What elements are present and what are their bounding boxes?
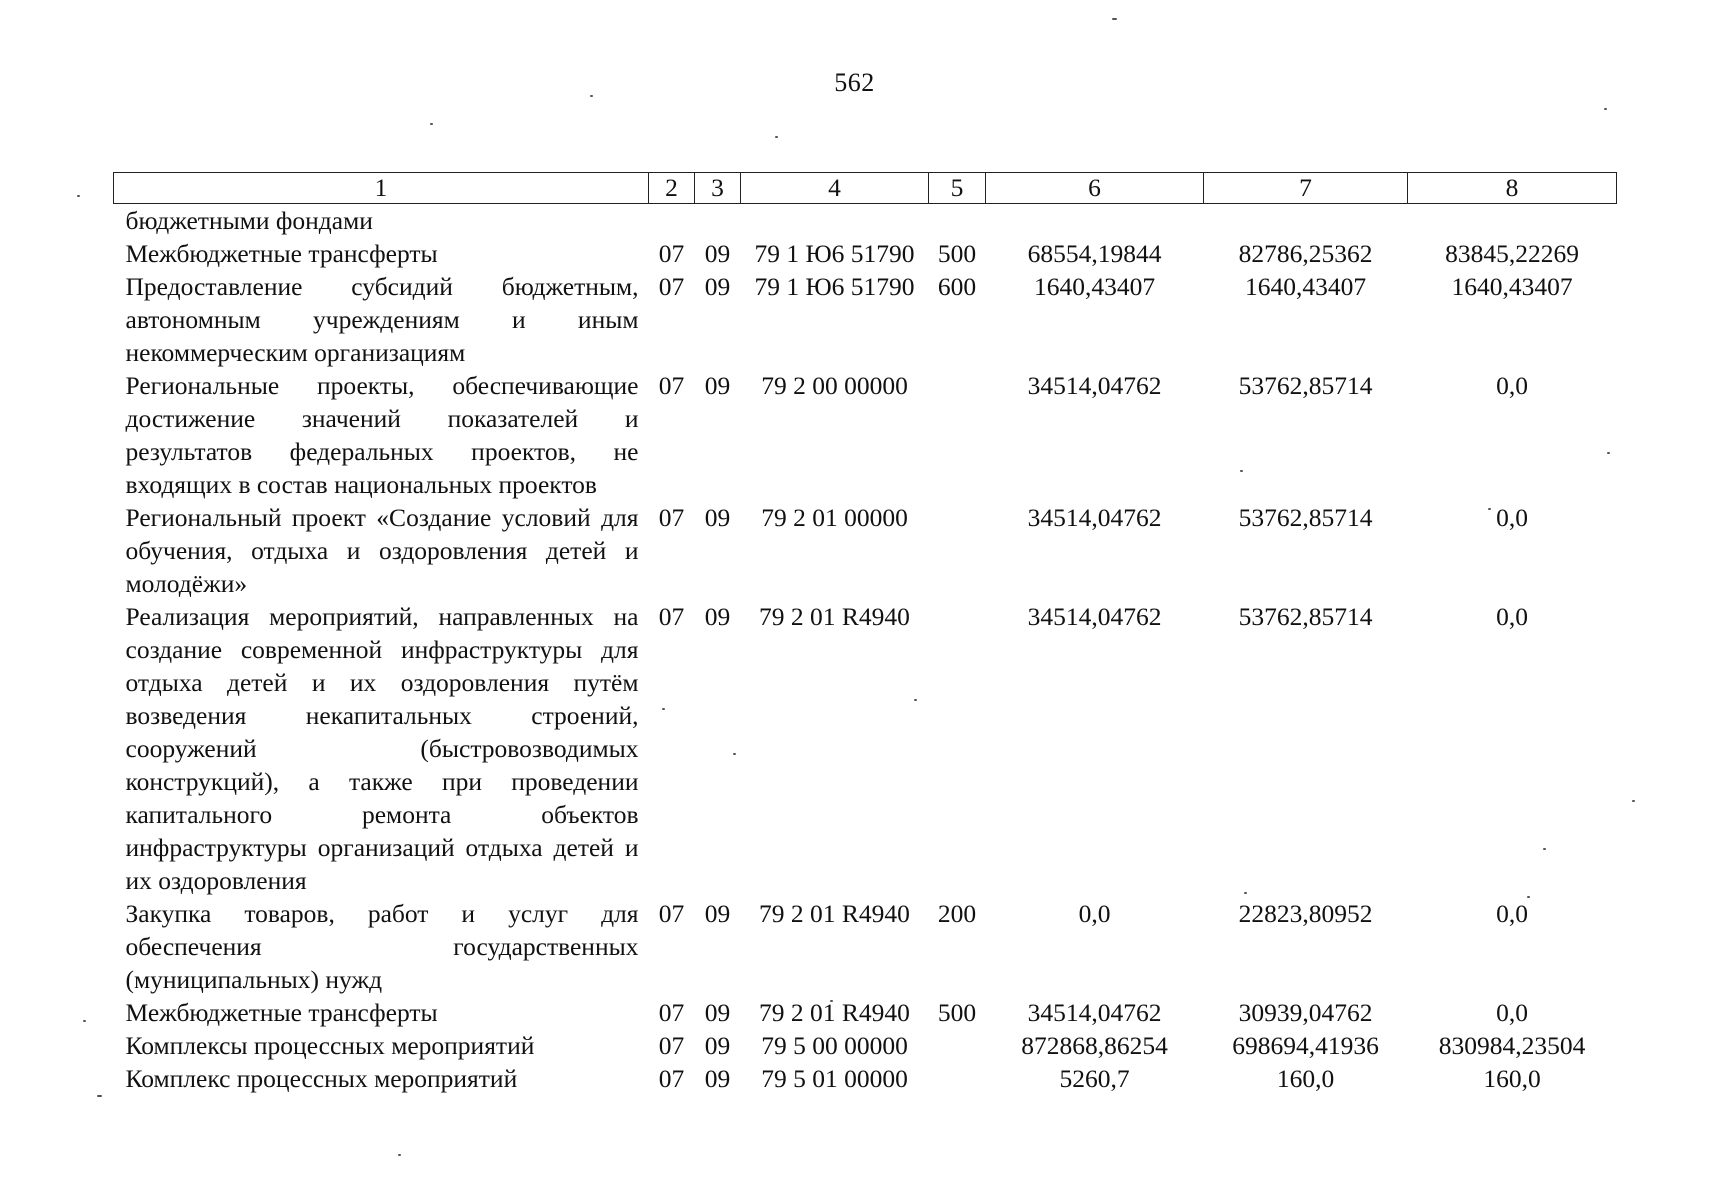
cell-value-3: 830984,23504 xyxy=(1438,1031,1586,1060)
scan-speck xyxy=(775,136,778,138)
cell-pr: 09 xyxy=(704,998,731,1027)
cell-value-2: 22823,80952 xyxy=(1238,899,1373,928)
table-row xyxy=(114,1062,1617,1095)
cell-csr: 79 5 00 00000 xyxy=(761,1031,908,1060)
scan-speck xyxy=(97,1095,102,1097)
table-row xyxy=(114,237,1617,270)
cell-pr: 09 xyxy=(704,239,731,268)
cell-vr: 200 xyxy=(937,899,977,928)
cell-csr: 79 2 00 00000 xyxy=(761,371,908,400)
cell-rz: 07 xyxy=(658,899,685,928)
cell-value-2: 53762,85714 xyxy=(1238,602,1373,631)
cell-pr: 09 xyxy=(704,272,731,301)
cell-pr: 09 xyxy=(704,503,731,532)
cell-csr: 79 1 Ю6 51790 xyxy=(754,272,915,301)
cell-value-1: 34514,04762 xyxy=(1027,371,1162,400)
scan-speck xyxy=(1632,800,1635,802)
col-header-8: 8 xyxy=(1408,173,1617,204)
cell-csr xyxy=(741,204,929,238)
scan-speck xyxy=(590,95,593,97)
cell-rz xyxy=(649,204,695,238)
scan-speck xyxy=(83,1020,86,1022)
cell-csr: 79 2 01 R4940 xyxy=(759,998,910,1027)
cell-rz: 07 xyxy=(658,1031,685,1060)
cell-vr xyxy=(929,501,986,600)
cell-name: Межбюджетные трансферты xyxy=(125,998,438,1027)
cell-value-3: 0,0 xyxy=(1496,899,1528,928)
cell-name: Комплекс процессных мероприятий xyxy=(125,1064,518,1093)
cell-pr xyxy=(695,204,741,238)
cell-value-1: 0,0 xyxy=(1078,899,1111,928)
cell-value-3: 160,0 xyxy=(1483,1064,1541,1093)
cell-csr: 79 2 01 R4940 xyxy=(759,602,910,631)
cell-value-1: 34514,04762 xyxy=(1027,998,1162,1027)
col-header-4: 4 xyxy=(741,173,929,204)
cell-value-2 xyxy=(1204,204,1408,238)
cell-csr: 79 5 01 00000 xyxy=(761,1064,908,1093)
cell-rz: 07 xyxy=(658,602,685,631)
cell-value-3 xyxy=(1408,204,1617,238)
cell-value-2: 53762,85714 xyxy=(1238,503,1373,532)
page-number: 562 xyxy=(834,68,875,97)
cell-vr: 500 xyxy=(937,239,977,268)
table-row xyxy=(114,600,1617,897)
cell-name: Межбюджетные трансферты xyxy=(125,239,438,268)
col-header-7: 7 xyxy=(1204,173,1408,204)
table-row xyxy=(114,204,1617,238)
cell-rz: 07 xyxy=(658,1064,685,1093)
cell-vr xyxy=(929,1062,986,1095)
cell-vr xyxy=(929,369,986,501)
cell-vr: 600 xyxy=(937,272,977,301)
cell-pr: 09 xyxy=(704,1064,731,1093)
cell-value-2: 1640,43407 xyxy=(1244,272,1367,301)
table-body xyxy=(114,204,1617,1096)
scan-speck xyxy=(1604,108,1607,110)
scan-speck xyxy=(430,123,433,125)
cell-name: Комплексы процессных мероприятий xyxy=(125,1031,535,1060)
header-row xyxy=(114,173,1617,204)
table-row xyxy=(114,501,1617,600)
table-row xyxy=(114,369,1617,501)
table-row xyxy=(114,996,1617,1029)
scan-speck xyxy=(1112,18,1117,20)
cell-vr xyxy=(929,1029,986,1062)
cell-pr: 09 xyxy=(704,899,731,928)
cell-value-1: 872868,86254 xyxy=(1021,1031,1168,1060)
cell-name: Региональный проект «Создание условий для обучения, отдыха и оздоровления детей и молодёжи» xyxy=(125,503,639,598)
cell-pr: 09 xyxy=(704,602,731,631)
cell-value-3: 0,0 xyxy=(1496,371,1528,400)
scan-speck xyxy=(398,1154,401,1156)
cell-value-2: 53762,85714 xyxy=(1238,371,1373,400)
cell-rz: 07 xyxy=(658,503,685,532)
cell-vr xyxy=(929,204,986,238)
cell-rz: 07 xyxy=(658,272,685,301)
cell-vr: 500 xyxy=(937,998,977,1027)
cell-value-2: 160,0 xyxy=(1276,1064,1335,1093)
cell-rz: 07 xyxy=(658,239,685,268)
cell-pr: 09 xyxy=(704,371,731,400)
table-header xyxy=(114,173,1617,204)
cell-value-2: 82786,25362 xyxy=(1238,239,1373,268)
cell-csr: 79 2 01 R4940 xyxy=(759,899,910,928)
cell-value-1: 1640,43407 xyxy=(1033,272,1156,301)
cell-value-3: 0,0 xyxy=(1496,503,1528,532)
cell-csr: 79 1 Ю6 51790 xyxy=(754,239,915,268)
cell-value-1: 34514,04762 xyxy=(1027,602,1162,631)
col-header-5: 5 xyxy=(929,173,986,204)
cell-name: бюджетными фондами xyxy=(125,206,373,235)
cell-value-1: 34514,04762 xyxy=(1027,503,1162,532)
table-row xyxy=(114,897,1617,996)
cell-rz: 07 xyxy=(658,371,685,400)
col-header-3: 3 xyxy=(695,173,741,204)
cell-name: Предоставление субсидий бюджетным, автономным учреждениям и иным некоммерческим организациям xyxy=(125,272,639,367)
table-row xyxy=(114,270,1617,369)
cell-value-2: 30939,04762 xyxy=(1238,998,1373,1027)
cell-value-1 xyxy=(986,204,1204,238)
cell-value-2: 698694,41936 xyxy=(1232,1031,1379,1060)
table-row xyxy=(114,1029,1617,1062)
cell-vr xyxy=(929,600,986,897)
cell-rz: 07 xyxy=(658,998,685,1027)
budget-table xyxy=(113,172,1617,1095)
scan-speck xyxy=(77,195,80,197)
cell-value-1: 5260,7 xyxy=(1059,1064,1130,1093)
cell-value-1: 68554,19844 xyxy=(1027,239,1162,268)
cell-value-3: 83845,22269 xyxy=(1445,239,1579,268)
cell-name: Закупка товаров, работ и услуг для обеспечения государственных (муниципальных) нужд xyxy=(125,899,639,994)
col-header-6: 6 xyxy=(986,173,1204,204)
cell-name: Региональные проекты, обеспечивающие достижение значений показателей и результатов федеральных проектов, не входящих в состав национальных проектов xyxy=(125,371,639,499)
cell-pr: 09 xyxy=(704,1031,731,1060)
col-header-1: 1 xyxy=(114,173,649,204)
cell-value-3: 0,0 xyxy=(1496,602,1528,631)
cell-csr: 79 2 01 00000 xyxy=(761,503,908,532)
cell-value-3: 1640,43407 xyxy=(1451,272,1573,301)
col-header-2: 2 xyxy=(649,173,695,204)
cell-name: Реализация мероприятий, направленных на создание современной инфраструктуры для отдыха детей и их оздоровления путём возведения некапитальных строений, сооружений (быстровозводимых конструкций), а также при проведении капитального ремонта объектов инфраструктуры организаций отдыха детей и их оздоровления xyxy=(125,602,639,895)
cell-value-3: 0,0 xyxy=(1496,998,1528,1027)
